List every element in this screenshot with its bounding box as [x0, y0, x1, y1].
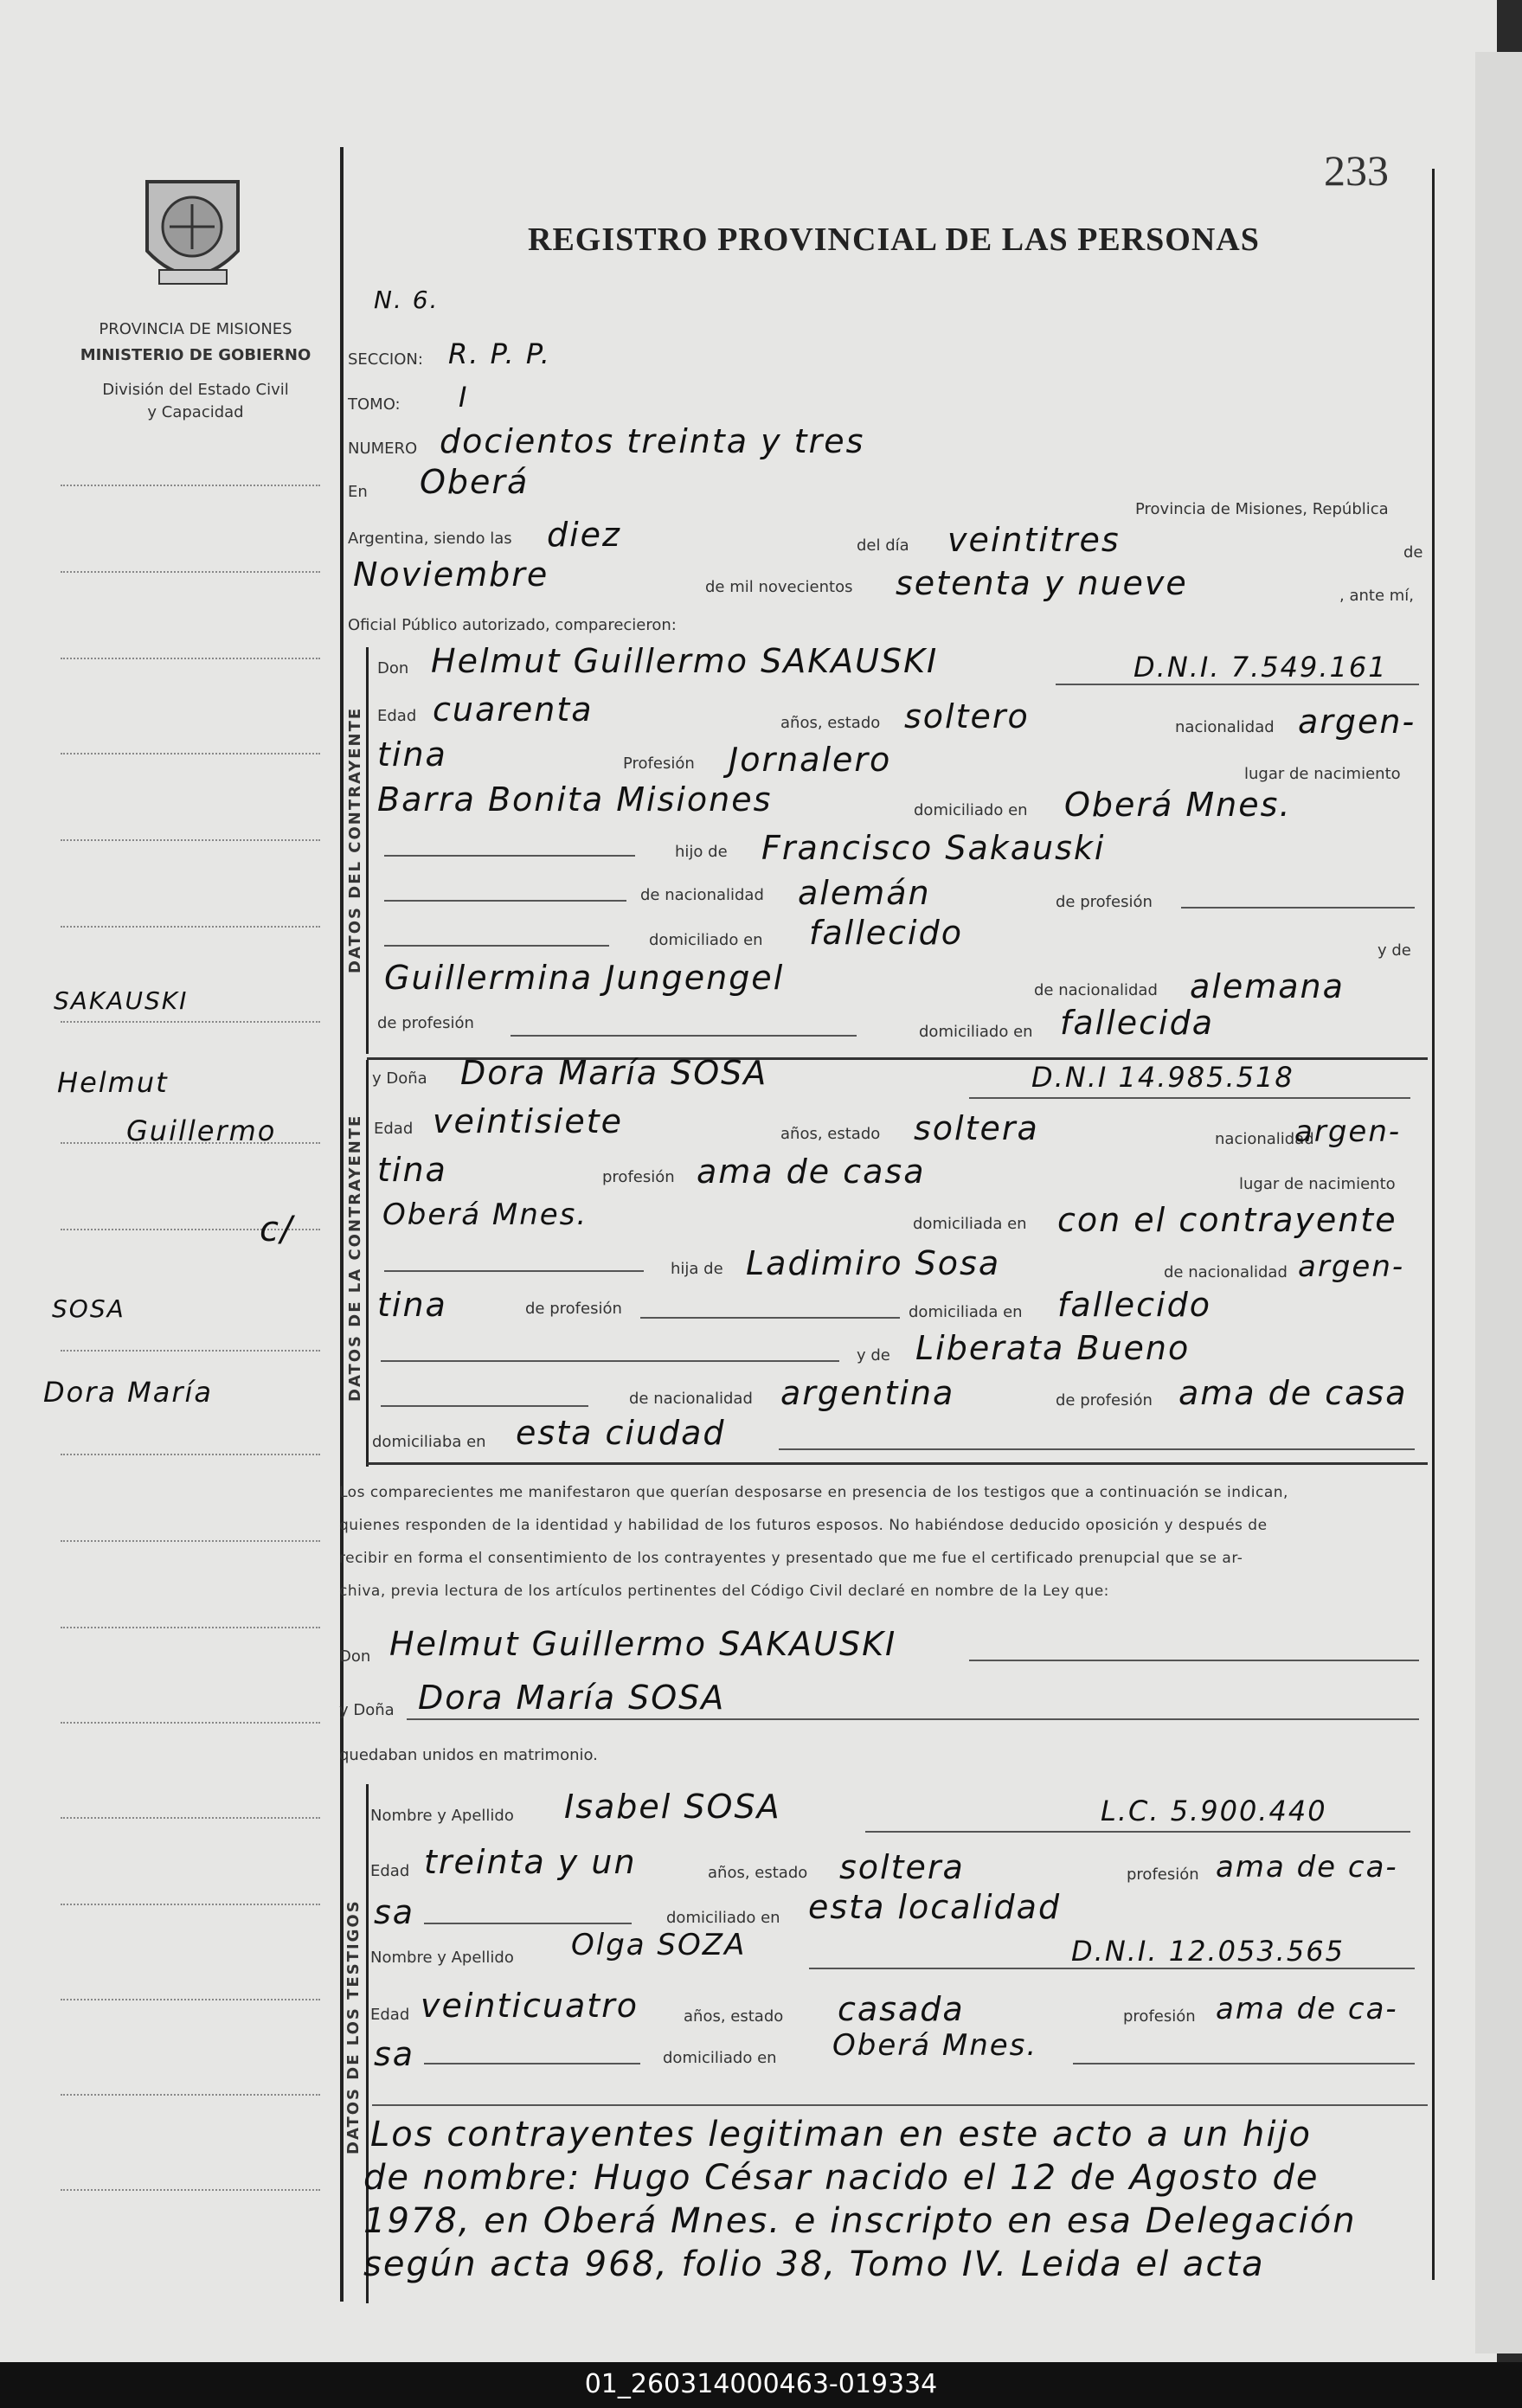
en-value: Oberá — [420, 463, 530, 501]
madre-domicilio: fallecida — [1060, 1004, 1215, 1042]
field-line — [809, 1968, 1415, 1969]
contrayente-padre: Francisco Sakauski — [761, 829, 1106, 867]
lugar-label: lugar de nacimiento — [1244, 765, 1401, 783]
t1-dom-label: domiciliado en — [666, 1909, 780, 1927]
quedaban-label: quedaban unidos en matrimonio. — [339, 1746, 598, 1764]
f-nac-label: nacionalidad — [1215, 1130, 1314, 1148]
margin-dotline — [61, 926, 320, 928]
anio-label: de mil novecientos — [705, 578, 853, 596]
madre-dom-label: domiciliado en — [919, 1023, 1033, 1041]
contrayente-f-madre-dom: esta ciudad — [516, 1414, 726, 1452]
field-line — [381, 1360, 839, 1362]
dia-label: del día — [857, 536, 909, 555]
field-line — [969, 1097, 1410, 1099]
contrayente-f-side-label: DATOS DE LA CONTRAYENTE — [346, 1114, 364, 1402]
margin-dotline — [61, 839, 320, 841]
margin-given2: Dora María — [43, 1376, 214, 1409]
contrayente-f-madre-nac: argentina — [780, 1374, 955, 1412]
contrayente-f-nac-a: argen- — [1294, 1114, 1402, 1149]
contrayente-profesion: Jornalero — [729, 741, 892, 779]
contrayente-f-padre-nac-a: argen- — [1298, 1249, 1405, 1284]
field-line — [384, 945, 609, 947]
reference-number: N. 6. — [374, 286, 440, 314]
contrayente-f-nombre: Dora María SOSA — [460, 1054, 768, 1092]
field-line — [1056, 684, 1419, 685]
padre-prof-label: de profesión — [1056, 893, 1153, 911]
office-line3: División del Estado Civil — [102, 381, 289, 399]
contrayente-madre: Guillermina Jungengel — [384, 959, 785, 997]
oficial-label: Oficial Público autorizado, comparecieron: — [348, 616, 677, 634]
padre-domicilio: fallecido — [809, 914, 963, 952]
tomo-label: TOMO: — [348, 395, 401, 414]
contrayente-rule — [366, 647, 369, 1054]
notes-line4: según acta 968, folio 38, Tomo IV. Leida el acta — [363, 2244, 1265, 2284]
f-hija-label: hija de — [671, 1260, 723, 1278]
t2-prof-b: sa — [374, 2035, 415, 2073]
contrayente-f-madre-prof: ama de casa — [1178, 1374, 1408, 1412]
estado-label: años, estado — [780, 714, 881, 732]
contrayente-f-rule — [366, 1060, 369, 1467]
margin-dotline — [61, 1627, 320, 1628]
field-line — [372, 2104, 1428, 2106]
declaration-line2: quienes responden de la identidad y habilidad de los futuros esposos. No habiéndose deducido oposición y después de — [339, 1517, 1268, 1534]
provincia-label: Provincia de Misiones, República — [1135, 500, 1389, 518]
f-dom-label: domiciliada en — [913, 1215, 1027, 1233]
contrayente-f-madre: Liberata Bueno — [915, 1329, 1191, 1367]
margin-dotline — [61, 1540, 320, 1542]
margin-dotline — [61, 2094, 320, 2096]
f-mnac-label: de nacionalidad — [629, 1390, 753, 1408]
t2-dom-label: domiciliado en — [663, 2049, 777, 2067]
section-divider — [367, 1462, 1428, 1465]
t1-dom: esta localidad — [808, 1888, 1062, 1926]
t1-edad-label: Edad — [370, 1862, 410, 1880]
field-line — [969, 1660, 1419, 1661]
don-label: Don — [377, 659, 409, 677]
field-line — [640, 1317, 900, 1319]
margin-surname1: SAKAUSKI — [54, 986, 189, 1015]
contrayente-nombre: Helmut Guillermo SAKAUSKI — [431, 642, 939, 680]
margin-dotline — [61, 1454, 320, 1455]
testigos-side-label: DATOS DE LOS TESTIGOS — [344, 1899, 363, 2154]
field-line — [384, 1270, 644, 1272]
edad-label: Edad — [377, 707, 417, 725]
t2-estado: casada — [838, 1990, 965, 2028]
declaration-line4: chiva, previa lectura de los artículos pertinentes del Código Civil declaré en nombre de la Ley que: — [339, 1583, 1109, 1600]
hijo-label: hijo de — [675, 843, 728, 861]
madre-nacionalidad: alemana — [1190, 967, 1345, 1005]
office-line2: MINISTERIO DE GOBIERNO — [80, 346, 311, 364]
footer-id: 01_260314000463-019334 — [584, 2369, 938, 2399]
t2-edad: veinticuatro — [421, 1987, 639, 2025]
contrayente-domicilio: Oberá Mnes. — [1064, 786, 1292, 824]
margin-conj: c/ — [260, 1210, 294, 1249]
yde-label: y de — [1378, 941, 1411, 960]
contrayente-f-padre-dom: fallecido — [1057, 1286, 1211, 1324]
f-pprof-label: de profesión — [525, 1300, 622, 1318]
seccion-label: SECCION: — [348, 350, 423, 369]
f-estado-label: años, estado — [780, 1125, 881, 1143]
page-title: REGISTRO PROVINCIAL DE LAS PERSONAS — [528, 222, 1260, 258]
padre-nac-label: de nacionalidad — [640, 886, 764, 904]
margin-given1a: Helmut — [57, 1066, 169, 1099]
t1-edad: treinta y un — [424, 1843, 637, 1881]
office-line1: PROVINCIA DE MISIONES — [99, 320, 292, 338]
contrayente-f-padre-nac-b: tina — [377, 1286, 447, 1324]
decl-don-label: Don — [339, 1647, 371, 1666]
margin-dotline — [61, 1904, 320, 1905]
field-line — [381, 1405, 588, 1407]
tomo-value: I — [459, 381, 469, 414]
declaration-line3: recibir en forma el consentimiento de los contrayentes y presentado que me fue el certificado prenupcial que se ar- — [339, 1550, 1243, 1567]
field-line — [1073, 2063, 1415, 2064]
margin-dotline — [61, 1999, 320, 2000]
f-prof-label: profesión — [602, 1168, 675, 1186]
t2-estado-label: años, estado — [684, 2007, 784, 2026]
anio-value: setenta y nueve — [896, 564, 1188, 602]
dona-label: y Doña — [372, 1069, 427, 1088]
margin-given1b: Guillermo — [126, 1114, 277, 1147]
margin-dotline — [61, 485, 320, 486]
t1-label: Nombre y Apellido — [370, 1807, 514, 1825]
margin-dotline — [61, 2189, 320, 2191]
t2-prof-label: profesión — [1123, 2007, 1196, 2026]
field-line — [424, 1923, 632, 1924]
contrayente-f-nac-b: tina — [377, 1151, 447, 1189]
f-yde-label: y de — [857, 1346, 890, 1365]
ante-label: , ante mí, — [1339, 587, 1414, 605]
domiciliado-label: domiciliado en — [914, 801, 1028, 819]
dia-value: veintitres — [947, 521, 1121, 559]
decl-dona-label: y Doña — [339, 1701, 395, 1719]
madre-nac-label: de nacionalidad — [1034, 981, 1158, 999]
t2-nombre: Olga SOZA — [571, 1928, 747, 1962]
contrayente-f-dni: D.N.I 14.985.518 — [1031, 1061, 1294, 1094]
contrayente-edad: cuarenta — [433, 690, 594, 729]
field-line — [424, 2063, 640, 2064]
siendo-label: Argentina, siendo las — [348, 530, 512, 548]
seccion-value: R. P. P. — [448, 337, 551, 370]
margin-dotline — [61, 658, 320, 659]
margin-dotline — [61, 1350, 320, 1352]
padre-nacionalidad: alemán — [798, 874, 931, 912]
contrayente-lugar: Barra Bonita Misiones — [377, 780, 773, 819]
contrayente-side-label: DATOS DEL CONTRAYENTE — [346, 706, 364, 973]
office-line4: y Capacidad — [147, 403, 244, 421]
t2-edad-label: Edad — [370, 2006, 410, 2024]
declaration-line1: Los comparecientes me manifestaron que querían desposarse en presencia de los testigos que a continuación se indican, — [339, 1484, 1288, 1501]
t1-prof-a: ama de ca- — [1216, 1850, 1398, 1885]
hora-value: diez — [547, 516, 622, 554]
contrayente-f-profesion: ama de casa — [697, 1153, 926, 1191]
t2-dom: Oberá Mnes. — [832, 2028, 1038, 2063]
page-number: 233 — [1324, 146, 1389, 195]
decl-dona-value: Dora María SOSA — [418, 1679, 726, 1717]
f-mprof-label: de profesión — [1056, 1391, 1153, 1409]
f-pnac-label: de nacionalidad — [1164, 1263, 1288, 1281]
madre-prof-label: de profesión — [377, 1014, 474, 1032]
margin-dotline — [61, 1021, 320, 1023]
t1-nombre: Isabel SOSA — [564, 1788, 781, 1826]
margin-rule — [340, 147, 344, 2302]
f-lugar-label: lugar de nacimiento — [1239, 1175, 1396, 1193]
t1-estado: soltera — [839, 1848, 965, 1886]
contrayente-nac-a: argen- — [1298, 703, 1416, 741]
province-seal-icon — [138, 173, 247, 299]
t1-doc: L.C. 5.900.440 — [1101, 1795, 1327, 1827]
t2-prof-a: ama de ca- — [1216, 1992, 1398, 2026]
de-label: de — [1403, 543, 1423, 562]
field-line — [865, 1831, 1410, 1833]
contrayente-f-lugar: Oberá Mnes. — [382, 1198, 588, 1232]
field-line — [1181, 907, 1415, 909]
decl-don-value: Helmut Guillermo SAKAUSKI — [389, 1625, 897, 1663]
margin-surname2: SOSA — [52, 1294, 125, 1323]
notes-line2: de nombre: Hugo César nacido el 12 de Agosto de — [363, 2158, 1320, 2198]
field-line — [407, 1718, 1419, 1720]
padre-dom-label: domiciliado en — [649, 931, 763, 949]
margin-dotline — [61, 1817, 320, 1819]
t2-label: Nombre y Apellido — [370, 1949, 514, 1967]
field-line — [779, 1448, 1415, 1450]
field-line — [384, 900, 626, 902]
field-line — [511, 1035, 857, 1037]
contrayente-f-padre: Ladimiro Sosa — [746, 1244, 1001, 1282]
contrayente-f-estado: soltera — [914, 1109, 1039, 1147]
t1-prof-b: sa — [374, 1893, 415, 1931]
mes-value: Noviembre — [353, 555, 549, 594]
margin-dotline — [61, 571, 320, 573]
f-edad-label: Edad — [374, 1120, 414, 1138]
notes-line3: 1978, en Oberá Mnes. e inscripto en esa Delegación — [363, 2201, 1357, 2241]
contrayente-estado: soltero — [904, 697, 1030, 735]
field-line — [384, 855, 635, 857]
nacionalidad-label: nacionalidad — [1175, 718, 1275, 736]
en-label: En — [348, 483, 368, 501]
contrayente-f-domicilio: con el contrayente — [1057, 1201, 1397, 1239]
page-edge — [1475, 52, 1522, 2353]
contrayente-f-edad: veintisiete — [433, 1102, 623, 1140]
notes-line1: Los contrayentes legitiman en este acto a un hijo — [370, 2115, 1313, 2154]
t1-prof-label: profesión — [1127, 1865, 1199, 1884]
margin-dotline — [61, 753, 320, 755]
f-pdom-label: domiciliada en — [909, 1303, 1023, 1321]
f-mdom-label: domiciliaba en — [372, 1433, 486, 1451]
contrayente-nac-b: tina — [377, 735, 447, 774]
margin-dotline — [61, 1722, 320, 1724]
contrayente-dni: D.N.I. 7.549.161 — [1133, 651, 1388, 684]
numero-value: docientos treinta y tres — [440, 422, 865, 460]
profesion-label: Profesión — [623, 755, 695, 773]
right-rule — [1432, 169, 1435, 2280]
numero-label: NUMERO — [348, 440, 418, 458]
t2-doc: D.N.I. 12.053.565 — [1071, 1935, 1345, 1968]
t1-estado-label: años, estado — [708, 1864, 808, 1882]
